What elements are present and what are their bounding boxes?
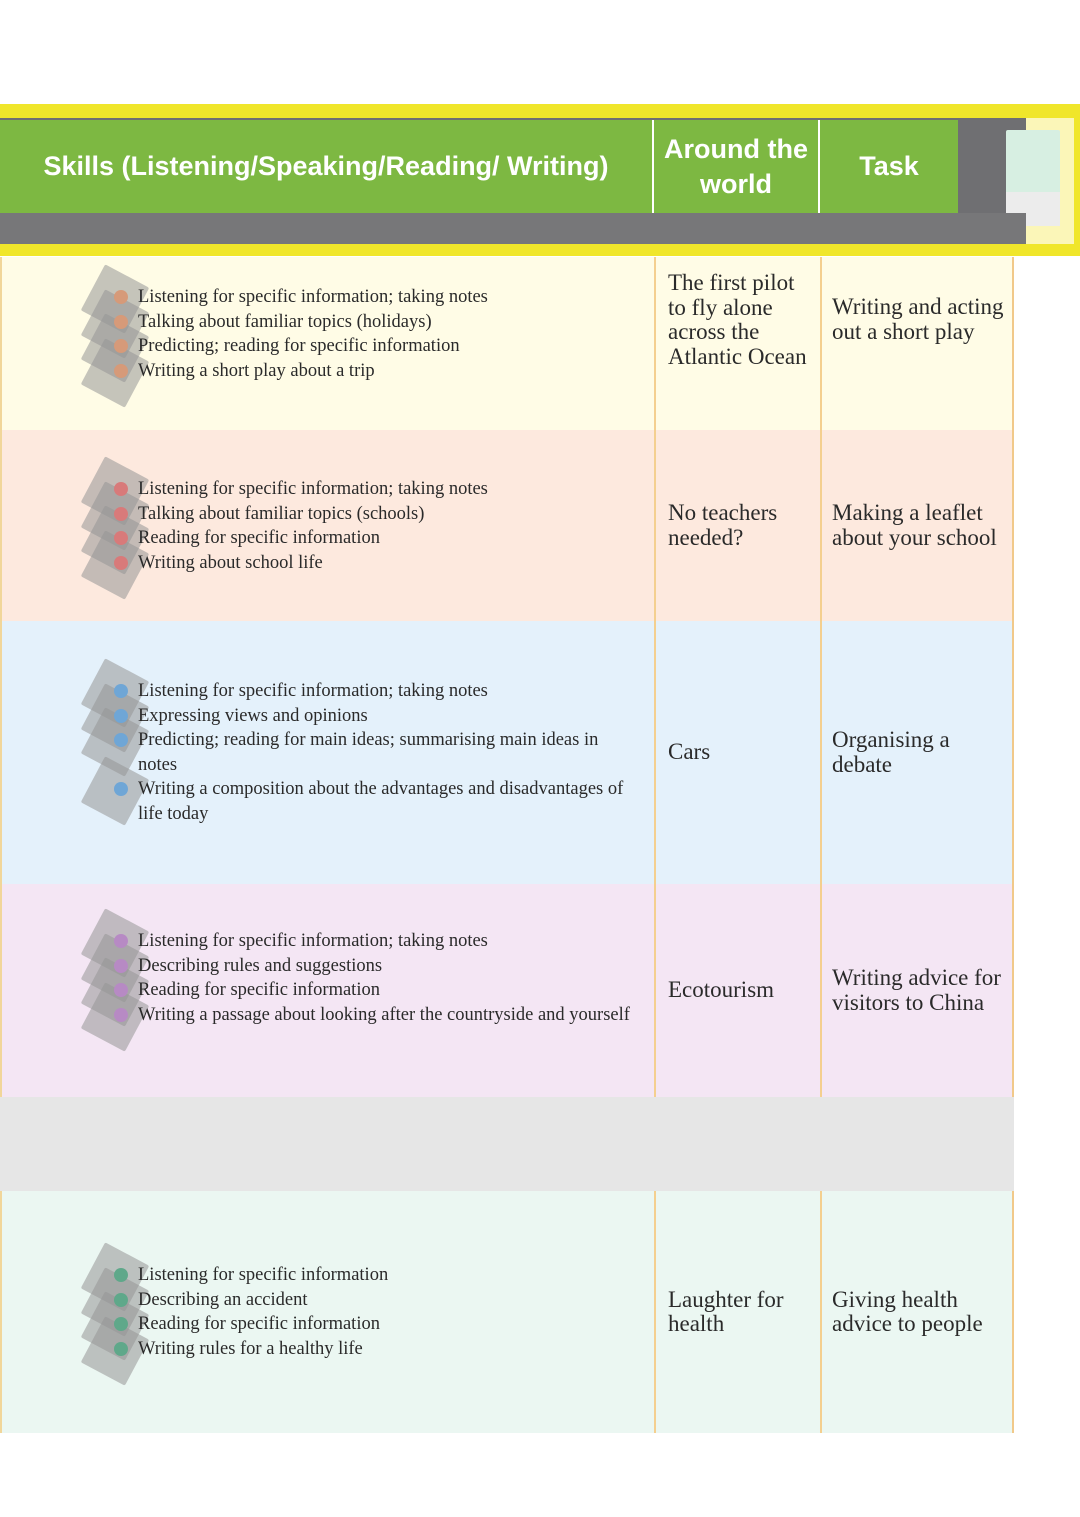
bullet-icons xyxy=(82,661,142,851)
skill-item: Reading for specific information xyxy=(138,528,380,549)
bullet-icons xyxy=(82,1243,142,1383)
skill-item: Writing rules for a healthy life xyxy=(138,1338,363,1359)
skill-item: Describing an accident xyxy=(138,1289,308,1310)
around-the-world-cell xyxy=(654,257,820,430)
skills-cell xyxy=(2,257,654,430)
skill-item: Writing a composition about the advantages and disadvantages of life today xyxy=(138,779,624,824)
around-the-world-text: Ecotourism xyxy=(668,977,775,1003)
bullet-dot-icon xyxy=(114,339,128,353)
bullet-dot-icon xyxy=(114,315,128,329)
column-header-skills: Skills (Listening/Speaking/Reading/ Writing) xyxy=(0,120,652,213)
around-the-world-text: No teachers needed? xyxy=(668,500,778,550)
task-cell xyxy=(820,430,1014,621)
skill-item: Listening for specific information; taking notes xyxy=(138,681,488,701)
skills-list xyxy=(138,929,640,1027)
skill-item: Predicting; reading for main ideas; summarising main ideas in notes xyxy=(138,730,599,775)
skills-cell xyxy=(2,884,654,1097)
skill-item: Listening for specific information xyxy=(138,1265,389,1285)
bullet-dot-icon xyxy=(114,290,128,304)
skill-item: Writing a short play about a trip xyxy=(138,360,375,381)
bullet-dot-icon xyxy=(114,556,128,570)
skill-item: Listening for specific information; taking notes xyxy=(138,479,488,499)
around-the-world-cell xyxy=(654,884,820,1097)
skill-item: Expressing views and opinions xyxy=(138,705,368,726)
empty-row xyxy=(0,1097,1014,1191)
task-text: Making a leaflet about your school xyxy=(832,500,997,550)
bullet-dot-icon xyxy=(114,507,128,521)
skills-list xyxy=(138,477,640,575)
bullet-dot-icon xyxy=(114,959,128,973)
around-the-world-text: The first pilot to fly alone across the Atlantic Ocean xyxy=(668,270,807,369)
skill-item: Talking about familiar topics (schools) xyxy=(138,503,425,524)
table-row xyxy=(0,430,1014,621)
task-cell xyxy=(820,257,1014,430)
skills-list xyxy=(138,1263,640,1361)
bullet-dot-icon xyxy=(114,1317,128,1331)
column-header-around-the-world: Around the world xyxy=(652,120,818,213)
around-the-world-cell xyxy=(654,621,820,884)
task-text: Writing advice for visitors to China xyxy=(832,965,1001,1015)
bullet-dot-icon xyxy=(114,684,128,698)
task-text: Giving health advice to people xyxy=(832,1286,983,1336)
skill-item: Talking about familiar topics (holidays) xyxy=(138,311,432,332)
skill-item: Predicting; reading for specific information xyxy=(138,336,460,357)
bullet-dot-icon xyxy=(114,364,128,378)
skill-item: Listening for specific information; taking notes xyxy=(138,287,488,307)
bullet-dot-icon xyxy=(114,1268,128,1282)
bullet-dot-icon xyxy=(114,733,128,747)
bullet-dot-icon xyxy=(114,983,128,997)
table-row xyxy=(0,257,1014,430)
column-header-task: Task xyxy=(818,120,958,213)
bullet-icons xyxy=(82,458,142,598)
task-text: Writing and acting out a short play xyxy=(832,294,1004,344)
skills-cell xyxy=(2,1191,654,1433)
bullet-icons xyxy=(82,267,142,407)
task-cell xyxy=(820,621,1014,884)
skill-item: Writing about school life xyxy=(138,552,323,573)
around-the-world-text: Laughter for health xyxy=(668,1286,784,1336)
bullet-dot-icon xyxy=(114,709,128,723)
bullet-dot-icon xyxy=(114,1342,128,1356)
bullet-icons xyxy=(82,912,142,1072)
table-row xyxy=(0,884,1014,1097)
task-cell xyxy=(820,884,1014,1097)
skills-cell xyxy=(2,430,654,621)
skill-item: Describing rules and suggestions xyxy=(138,955,383,976)
bullet-dot-icon xyxy=(114,782,128,796)
around-the-world-cell xyxy=(654,430,820,621)
header-bottom-bar xyxy=(0,213,1026,244)
around-the-world-text: Cars xyxy=(668,739,711,765)
skill-item: Writing a passage about looking after the countryside and yourself xyxy=(138,1004,630,1025)
task-cell xyxy=(820,1191,1014,1433)
bullet-dot-icon xyxy=(114,1293,128,1307)
table-row xyxy=(0,621,1014,884)
skills-list xyxy=(138,285,640,383)
skill-item: Reading for specific information xyxy=(138,1314,380,1335)
bullet-dot-icon xyxy=(114,531,128,545)
header-corner-decoration xyxy=(1026,118,1074,244)
skill-item: Reading for specific information xyxy=(138,980,380,1001)
skills-cell xyxy=(2,621,654,884)
bullet-dot-icon xyxy=(114,482,128,496)
task-text: Organising a debate xyxy=(832,727,950,777)
bullet-dot-icon xyxy=(114,1008,128,1022)
around-the-world-cell xyxy=(654,1191,820,1433)
skills-list xyxy=(138,679,640,827)
skill-item: Listening for specific information; taking notes xyxy=(138,931,488,951)
bullet-dot-icon xyxy=(114,934,128,948)
table-row xyxy=(0,1191,1014,1433)
